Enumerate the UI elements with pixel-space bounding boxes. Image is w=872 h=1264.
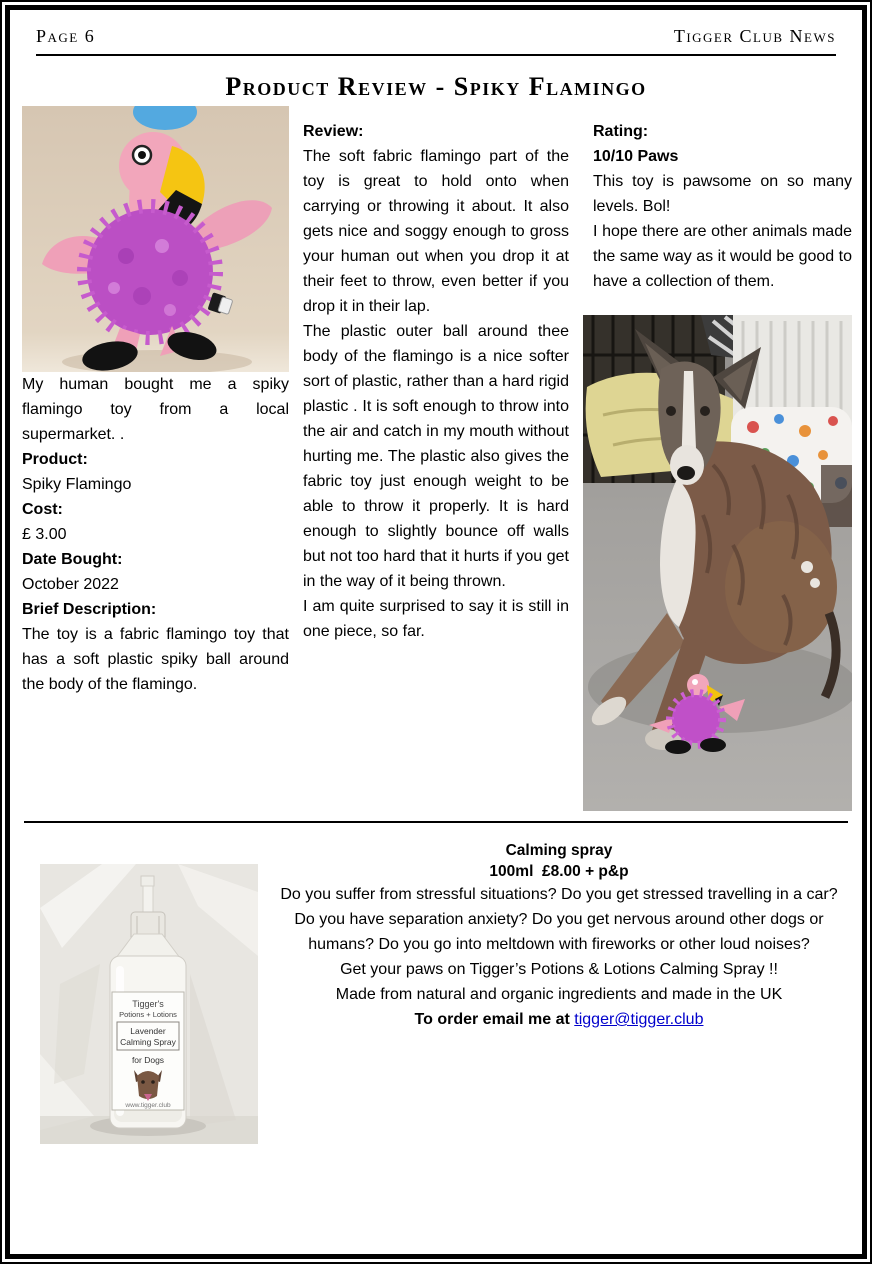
left-column bbox=[22, 106, 289, 811]
intro-paragraph: My human bought me a spiky flamingo toy from a local supermarket. . bbox=[22, 376, 289, 443]
cost-value: £ 3.00 bbox=[22, 526, 67, 543]
rating-block bbox=[583, 106, 852, 294]
ad-paragraph-cta: Get your paws on Tigger’s Potions & Lotions Calming Spray !! bbox=[340, 961, 778, 978]
review-label: Review: bbox=[303, 123, 364, 140]
section-divider bbox=[24, 821, 848, 823]
cost-field bbox=[22, 497, 289, 547]
brief-description-text: The toy is a fabric flamingo toy that has a soft plastic spiky ball around the body of the flamingo. bbox=[22, 626, 289, 693]
bottle-label-brand-line2: Potions + Lotions bbox=[119, 1010, 177, 1019]
order-line bbox=[272, 1007, 846, 1032]
ad-price: 100ml £8.00 + p&p bbox=[489, 863, 629, 880]
review-column bbox=[303, 106, 569, 811]
article-title: Product Review - Spiky Flamingo bbox=[225, 72, 647, 101]
date-bought-value: October 2022 bbox=[22, 576, 119, 593]
header-masthead: Tigger Club News bbox=[673, 26, 836, 46]
article-columns bbox=[22, 106, 850, 811]
header-rule bbox=[36, 54, 836, 56]
product-label: Product: bbox=[22, 451, 88, 468]
bottle-label-product-line2: Calming Spray bbox=[120, 1037, 176, 1047]
ad-paragraph-stress: Do you suffer from stressful situations? Do you get stressed travelling in a car? Do you have separation anxiety? Do you get nervous around other dogs or humans? Do you go into meltdown with fireworks or other loud noises? bbox=[280, 886, 838, 953]
order-email-link[interactable]: tigger@tigger.club bbox=[574, 1011, 704, 1028]
date-bought-field bbox=[22, 547, 289, 597]
ad-paragraph-ingredients: Made from natural and organic ingredients and made in the UK bbox=[335, 986, 783, 1003]
flamingo-toy-photo bbox=[22, 106, 289, 372]
bottle-label-brand-line1: Tigger's bbox=[132, 999, 164, 1009]
ad-title: Calming spray bbox=[505, 842, 613, 859]
rating-label: Rating: bbox=[593, 123, 649, 140]
header-page-label: Page 6 bbox=[36, 26, 96, 46]
rating-column bbox=[583, 106, 852, 811]
order-prefix: To order email me at bbox=[414, 1011, 575, 1028]
page-inner-border bbox=[5, 5, 867, 1259]
rating-paragraph-1: Rating: 10/10 Paws This toy is pawsome on so many levels. Bol! bbox=[593, 123, 852, 215]
calming-spray-ad bbox=[22, 831, 850, 1144]
product-value: Spiky Flamingo bbox=[22, 476, 132, 493]
brief-description-field bbox=[22, 597, 289, 697]
ad-text-block bbox=[258, 831, 850, 1144]
review-paragraph-3: I am quite surprised to say it is still in one piece, so far. bbox=[303, 598, 569, 640]
review-paragraph-2: The plastic outer ball around thee body of the flamingo is a nice softer sort of plastic, rather than a hard rigid plastic . It is soft enough to throw into the air and catch in my mouth without hurting me. The plastic also gives the fabric toy just enough weight to be able to throw it properly. It is hard enough to slightly bounce off walls but not too hard that it hurts if you get in the way of it being thrown. bbox=[303, 323, 569, 590]
cost-label: Cost: bbox=[22, 501, 63, 518]
brief-description-label: Brief Description: bbox=[22, 601, 157, 618]
product-field bbox=[22, 447, 289, 497]
rating-paragraph-2: I hope there are other animals made the same way as it would be good to have a collection of them. bbox=[593, 223, 852, 290]
bottle-label-website: www.tigger.club bbox=[125, 1102, 171, 1109]
page-header bbox=[22, 20, 850, 47]
dog-with-toy-photo bbox=[583, 315, 852, 811]
bottle-label-for-dogs: for Dogs bbox=[131, 1055, 165, 1065]
review-paragraph-1: Review: The soft fabric flamingo part of the toy is great to hold onto when carrying or throwing it about. It also gets nice and soggy enough to gross your human out when you drop it at their feet to throw, even better if you drop it in their lap. bbox=[303, 123, 569, 315]
rating-score: 10/10 Paws bbox=[593, 148, 679, 165]
bottle-label-product-line1: Lavender bbox=[130, 1026, 166, 1036]
date-bought-label: Date Bought: bbox=[22, 551, 123, 568]
calming-spray-bottle-photo bbox=[40, 864, 258, 1144]
